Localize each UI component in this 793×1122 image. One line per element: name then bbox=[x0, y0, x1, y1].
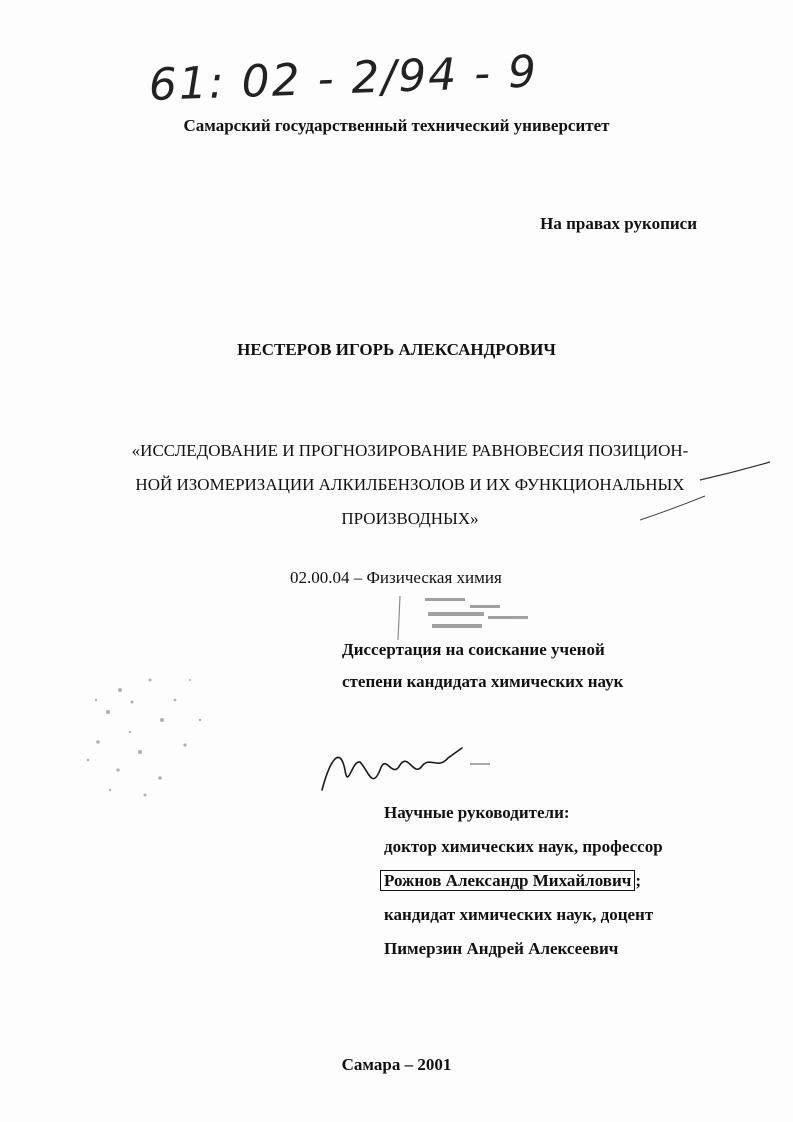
title-line-2: НОЙ ИЗОМЕРИЗАЦИИ АЛКИЛБЕНЗОЛОВ И ИХ ФУНКЦИОНАЛЬНЫХ bbox=[135, 475, 685, 494]
handwritten-archive-number: 61: 02 - 2/94 - 9 bbox=[148, 46, 539, 111]
author-name: НЕСТЕРОВ ИГОРЬ АЛЕКСАНДРОВИЧ bbox=[237, 340, 556, 359]
first-supervisor-name: Рожнов Александр Михайлович bbox=[380, 870, 635, 891]
thesis-line-1: Диссертация на соискание ученой bbox=[342, 640, 605, 659]
first-supervisor-suffix: ; bbox=[635, 871, 642, 890]
first-supervisor-degree: доктор химических наук, профессор bbox=[384, 837, 663, 856]
signature-icon bbox=[322, 748, 462, 790]
second-supervisor-degree: кандидат химических наук, доцент bbox=[384, 905, 654, 924]
city-year: Самара – 2001 bbox=[341, 1055, 452, 1074]
university-name: Самарский государственный технический университет bbox=[183, 116, 610, 135]
pen-stroke-icon bbox=[700, 462, 770, 480]
pen-stroke-icon bbox=[640, 496, 705, 520]
rights-note: На правах рукописи bbox=[540, 214, 697, 233]
supervisors-heading: Научные руководители: bbox=[384, 803, 570, 822]
title-line-3: ПРОИЗВОДНЫХ» bbox=[341, 509, 479, 528]
faded-stamp-icon bbox=[87, 679, 202, 797]
thesis-line-2: степени кандидата химических наук bbox=[342, 672, 624, 691]
specialty: 02.00.04 – Физическая химия bbox=[290, 568, 502, 587]
second-supervisor-name: Пимерзин Андрей Алексеевич bbox=[384, 939, 619, 958]
title-line-1: «ИССЛЕДОВАНИЕ И ПРОГНОЗИРОВАНИЕ РАВНОВЕСИЯ ПОЗИЦИОН- bbox=[131, 441, 689, 460]
library-stamp-icon bbox=[398, 596, 528, 640]
